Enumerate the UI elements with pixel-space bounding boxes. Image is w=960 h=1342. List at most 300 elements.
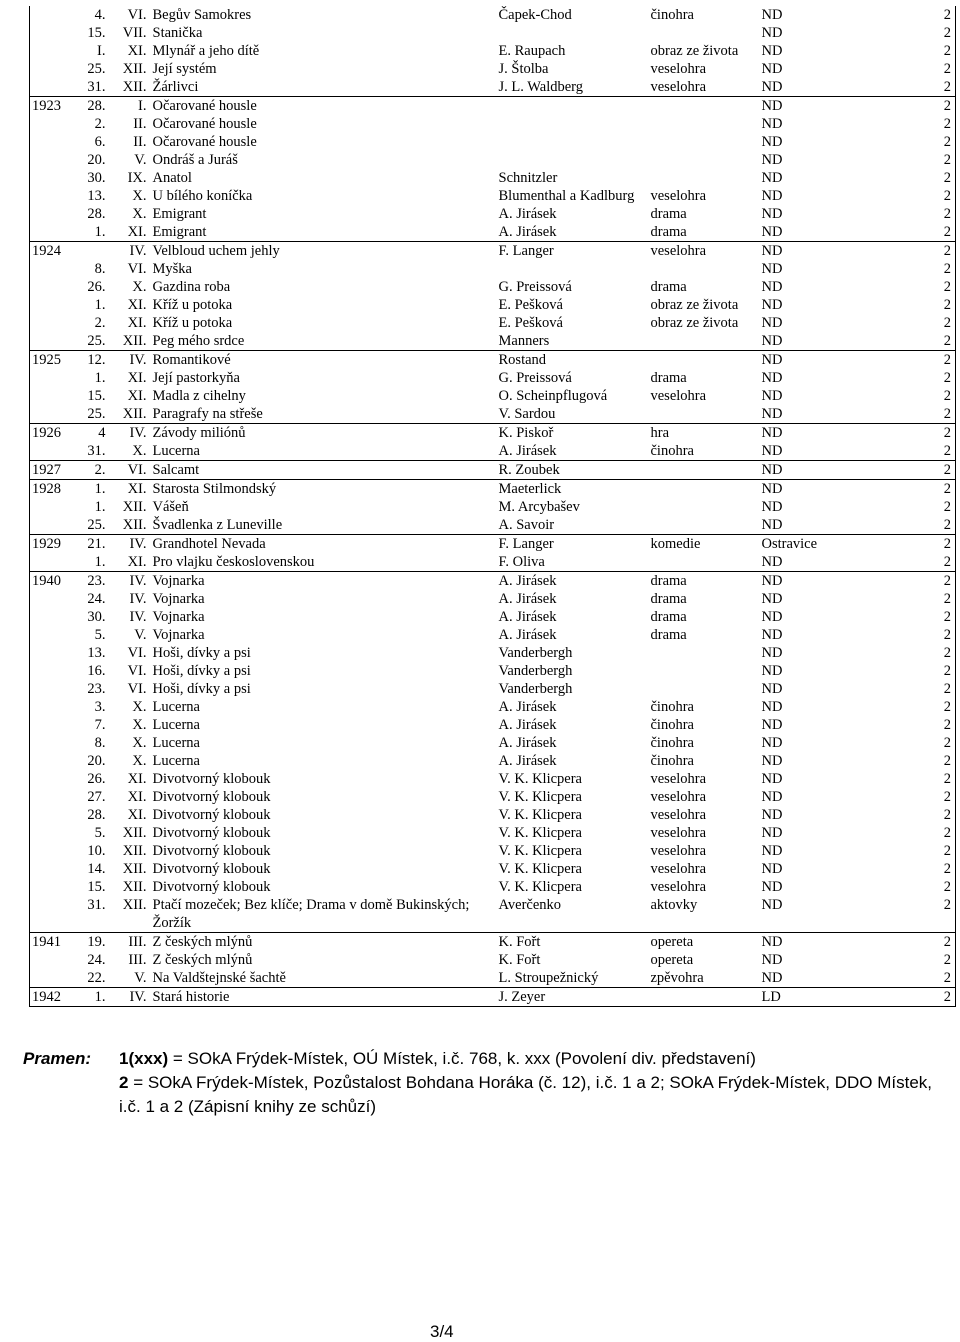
author-cell: Schnitzler	[498, 170, 558, 186]
title-cell: Peg mého srdce	[152, 333, 245, 349]
genre-cell: obraz ze života	[650, 297, 739, 313]
author-cell: G. Preissová	[498, 370, 572, 386]
year-cell	[30, 260, 70, 278]
table-row	[30, 951, 956, 969]
table-row	[30, 133, 956, 151]
author-cell: M. Arcybašev	[498, 499, 580, 515]
genre-cell: obraz ze života	[650, 315, 739, 331]
venue-cell: ND	[761, 699, 783, 715]
venue-cell: ND	[761, 825, 783, 841]
venue-cell: ND	[761, 61, 783, 77]
month-cell: XII.	[122, 825, 147, 841]
month-cell: XII.	[122, 406, 147, 422]
table-row	[30, 535, 956, 554]
day-cell: 4.	[94, 7, 106, 23]
month-cell: IV.	[110, 351, 153, 370]
author-cell: G. Preissová	[498, 279, 572, 295]
day-cell: 15.	[87, 879, 106, 895]
day-cell: 31.	[87, 897, 106, 913]
venue-cell: ND	[761, 315, 783, 331]
source-ref-cell: 2	[882, 516, 956, 535]
source-ref-cell: 2	[882, 369, 956, 387]
source-ref-cell: 2	[882, 860, 956, 878]
source-ref-cell: 2	[882, 278, 956, 296]
author-cell: J. Štolba	[498, 61, 549, 77]
genre-cell: komedie	[651, 535, 762, 554]
venue-cell: ND	[761, 897, 783, 913]
source-ref-cell: 2	[882, 535, 956, 554]
day-cell: 28.	[70, 97, 110, 116]
year-cell	[30, 842, 70, 860]
title-cell: Starosta Stilmondský	[153, 480, 499, 499]
venue-cell: ND	[761, 370, 783, 386]
genre-cell: opereta	[650, 952, 694, 968]
year-cell	[30, 788, 70, 806]
author-cell: J. L. Waldberg	[498, 79, 583, 95]
title-cell: Hoši, dívky a psi	[152, 663, 251, 679]
author-cell: V. Sardou	[498, 406, 556, 422]
year-cell	[30, 698, 70, 716]
day-cell: 15.	[87, 25, 106, 41]
day-cell: 24.	[87, 952, 106, 968]
source-ref-cell: 2	[882, 788, 956, 806]
day-cell: 25.	[87, 61, 106, 77]
title-cell: Salcamt	[153, 461, 499, 480]
author-cell: V. K. Klicpera	[498, 789, 582, 805]
day-cell: 31.	[87, 79, 106, 95]
genre-cell: činohra	[650, 443, 694, 459]
day-cell: 25.	[87, 406, 106, 422]
month-cell: XI.	[127, 807, 147, 823]
author-cell	[499, 97, 651, 116]
venue-cell: ND	[761, 43, 783, 59]
year-cell	[30, 734, 70, 752]
day-cell: 8.	[94, 261, 106, 277]
venue-cell: ND	[761, 627, 783, 643]
title-cell: Divotvorný klobouk	[152, 861, 271, 877]
table-row	[30, 223, 956, 242]
day-cell: 27.	[87, 789, 106, 805]
year-cell	[30, 824, 70, 842]
year-cell	[30, 806, 70, 824]
venue-cell: ND	[762, 933, 882, 952]
month-cell: XII.	[122, 61, 147, 77]
venue-cell: Ostravice	[762, 535, 882, 554]
year-cell: 1940	[30, 572, 70, 591]
title-cell: Divotvorný klobouk	[152, 771, 271, 787]
genre-cell	[651, 480, 762, 499]
month-cell: XII.	[122, 879, 147, 895]
day-cell: 30.	[87, 170, 106, 186]
year-cell	[30, 332, 70, 351]
source-ref-cell: 2	[882, 806, 956, 824]
venue-cell: ND	[761, 7, 783, 23]
month-cell: XI.	[127, 771, 147, 787]
table-row	[30, 6, 956, 24]
year-cell	[30, 78, 70, 97]
table-row	[30, 461, 956, 480]
genre-cell: drama	[650, 370, 687, 386]
venue-cell: ND	[761, 388, 783, 404]
genre-cell: veselohra	[651, 242, 762, 261]
title-cell: U bílého koníčka	[152, 188, 253, 204]
venue-cell: ND	[761, 297, 783, 313]
day-cell: 4	[70, 424, 110, 443]
title-cell: Lucerna	[152, 717, 200, 733]
title-cell: Očarované housle	[153, 97, 499, 116]
table-row	[30, 442, 956, 461]
genre-cell: veselohra	[650, 861, 707, 877]
day-cell: 1.	[94, 370, 106, 386]
day-cell: 5.	[94, 627, 106, 643]
day-cell: 21.	[70, 535, 110, 554]
venue-cell: ND	[761, 952, 783, 968]
day-cell: 10.	[87, 843, 106, 859]
month-cell: XII.	[122, 333, 147, 349]
day-cell: 20.	[87, 152, 106, 168]
month-cell: XI.	[127, 388, 147, 404]
venue-cell: ND	[761, 224, 783, 240]
day-cell: 25.	[87, 333, 106, 349]
source-ref-cell: 2	[882, 296, 956, 314]
table-row	[30, 187, 956, 205]
genre-cell: činohra	[650, 735, 694, 751]
month-cell: X.	[132, 735, 147, 751]
genre-cell	[651, 115, 762, 133]
title-cell: Vojnarka	[152, 609, 205, 625]
genre-cell	[651, 662, 762, 680]
year-cell	[30, 969, 70, 988]
month-cell: IV.	[110, 535, 153, 554]
source-ref-cell: 2	[882, 332, 956, 351]
author-cell: K. Fořt	[498, 952, 541, 968]
title-cell: Ondráš a Juráš	[152, 152, 238, 168]
venue-cell: ND	[761, 554, 783, 570]
genre-cell: veselohra	[650, 61, 707, 77]
author-cell: A. Savoir	[498, 517, 555, 533]
year-cell: 1925	[30, 351, 70, 370]
author-cell: Manners	[498, 333, 550, 349]
venue-cell: ND	[761, 134, 783, 150]
table-row	[30, 169, 956, 187]
source-ref-cell: 2	[882, 78, 956, 97]
source-ref-cell: 2	[882, 498, 956, 516]
author-cell: R. Zoubek	[499, 461, 651, 480]
author-cell: F. Langer	[499, 535, 651, 554]
year-cell: 1927	[30, 461, 70, 480]
author-cell: A. Jirásek	[498, 206, 557, 222]
venue-cell: ND	[761, 152, 783, 168]
source-ref-cell: 2	[882, 824, 956, 842]
table-row	[30, 842, 956, 860]
venue-cell: ND	[761, 771, 783, 787]
venue-cell: ND	[761, 879, 783, 895]
source-ref-cell: 2	[882, 644, 956, 662]
author-cell: Maeterlick	[499, 480, 651, 499]
table-row	[30, 553, 956, 572]
month-cell: VI.	[127, 645, 147, 661]
author-cell	[499, 24, 651, 42]
year-cell	[30, 314, 70, 332]
month-cell: VI.	[127, 7, 147, 23]
title-cell: Její systém	[152, 61, 217, 77]
author-cell: Vanderbergh	[498, 663, 573, 679]
table-row	[30, 716, 956, 734]
year-cell: 1941	[30, 933, 70, 952]
author-cell: V. K. Klicpera	[498, 807, 582, 823]
venue-cell: ND	[761, 517, 783, 533]
year-cell	[30, 223, 70, 242]
genre-cell	[651, 516, 762, 535]
title-cell: Vášeň	[152, 499, 189, 515]
table-row	[30, 42, 956, 60]
table-row	[30, 115, 956, 133]
day-cell: 20.	[87, 753, 106, 769]
author-cell: E. Pešková	[498, 297, 563, 313]
year-cell	[30, 133, 70, 151]
table-row	[30, 608, 956, 626]
day-cell: 22.	[87, 970, 106, 986]
day-cell: 1.	[94, 224, 106, 240]
year-cell	[30, 590, 70, 608]
year-cell	[30, 405, 70, 424]
author-cell: A. Jirásek	[498, 591, 557, 607]
venue-cell: ND	[761, 406, 783, 422]
month-cell: XII.	[122, 861, 147, 877]
day-cell: 26.	[87, 279, 106, 295]
venue-cell: ND	[761, 789, 783, 805]
month-cell: XI.	[127, 554, 147, 570]
day-cell: 2.	[70, 461, 110, 480]
source-ref-cell: 2	[882, 97, 956, 116]
author-cell: Vanderbergh	[498, 645, 573, 661]
month-cell: X.	[132, 206, 147, 222]
table-row	[30, 752, 956, 770]
genre-cell	[651, 133, 762, 151]
month-cell: XII.	[122, 499, 147, 515]
source-ref-cell: 2	[882, 115, 956, 133]
venue-cell: ND	[761, 843, 783, 859]
table-row	[30, 498, 956, 516]
source-ref-cell: 2	[882, 770, 956, 788]
venue-cell: ND	[761, 861, 783, 877]
genre-cell	[651, 151, 762, 169]
year-cell	[30, 187, 70, 205]
table-row	[30, 424, 956, 443]
source-ref-cell: 2	[882, 896, 956, 933]
day-cell: 1.	[94, 554, 106, 570]
year-cell	[30, 369, 70, 387]
title-cell: Divotvorný klobouk	[152, 825, 271, 841]
title-cell: Očarované housle	[152, 134, 257, 150]
month-cell: IV.	[129, 609, 147, 625]
month-cell: V.	[134, 152, 147, 168]
day-cell: 31.	[87, 443, 106, 459]
day-cell: 28.	[87, 807, 106, 823]
day-cell: 3.	[94, 699, 106, 715]
venue-cell: ND	[761, 735, 783, 751]
venue-cell: ND	[761, 681, 783, 697]
venue-cell: ND	[762, 351, 882, 370]
table-row	[30, 896, 956, 933]
source-ref-cell: 2	[882, 60, 956, 78]
table-row	[30, 572, 956, 591]
day-cell: 26.	[87, 771, 106, 787]
source-ref-cell: 2	[882, 223, 956, 242]
genre-cell: veselohra	[650, 825, 707, 841]
day-cell: 1.	[70, 480, 110, 499]
venue-cell: ND	[761, 645, 783, 661]
source-ref-cell: 2	[882, 572, 956, 591]
month-cell: V.	[134, 627, 147, 643]
source-ref-cell: 2	[882, 734, 956, 752]
genre-cell	[651, 332, 762, 351]
venue-cell: ND	[762, 461, 882, 480]
table-row	[30, 644, 956, 662]
title-cell: Hoši, dívky a psi	[152, 645, 251, 661]
source-ref-cell: 2	[882, 151, 956, 169]
month-cell: X.	[132, 443, 147, 459]
title-cell: Emigrant	[152, 224, 207, 240]
table-row	[30, 590, 956, 608]
venue-cell: ND	[761, 79, 783, 95]
day-cell: 5.	[94, 825, 106, 841]
year-cell	[30, 716, 70, 734]
author-cell: L. Stroupežnický	[498, 970, 599, 986]
genre-cell	[651, 24, 762, 42]
table-row	[30, 260, 956, 278]
genre-cell	[651, 644, 762, 662]
source-ref-cell: 2	[882, 314, 956, 332]
title-cell: Na Valdštejnské šachtě	[152, 970, 286, 986]
genre-cell	[651, 498, 762, 516]
venue-cell: ND	[761, 717, 783, 733]
title-cell: Divotvorný klobouk	[152, 843, 271, 859]
venue-cell: ND	[761, 279, 783, 295]
source-note	[23, 1047, 943, 1119]
genre-cell	[651, 680, 762, 698]
author-cell: Averčenko	[498, 897, 562, 913]
title-cell: Švadlenka z Luneville	[152, 517, 283, 533]
author-cell: V. K. Klicpera	[498, 825, 582, 841]
table-row	[30, 516, 956, 535]
table-row	[30, 242, 956, 261]
month-cell: XII.	[122, 843, 147, 859]
author-cell: E. Pešková	[498, 315, 563, 331]
year-cell: 1923	[30, 97, 70, 116]
month-cell: VI.	[127, 261, 147, 277]
day-cell: 1.	[94, 297, 106, 313]
table-row	[30, 314, 956, 332]
source-ref-cell: 2	[882, 169, 956, 187]
table-row	[30, 205, 956, 223]
author-cell: F. Langer	[499, 242, 651, 261]
venue-cell: ND	[762, 97, 882, 116]
venue-cell: ND	[761, 591, 783, 607]
day-cell: 8.	[94, 735, 106, 751]
author-cell: Čapek-Chod	[498, 7, 572, 23]
day-cell: 2.	[94, 116, 106, 132]
page-number: 3/4	[430, 1322, 454, 1341]
source-ref-cell: 2	[882, 716, 956, 734]
source-ref-cell: 2	[882, 351, 956, 370]
title-cell: Paragrafy na střeše	[152, 406, 263, 422]
source-ref-cell: 2	[882, 969, 956, 988]
title-cell: Anatol	[152, 170, 192, 186]
genre-cell: drama	[651, 572, 762, 591]
table-row	[30, 626, 956, 644]
venue-cell: ND	[762, 572, 882, 591]
genre-cell: veselohra	[650, 388, 707, 404]
author-cell: A. Jirásek	[498, 753, 557, 769]
author-cell	[499, 133, 651, 151]
year-cell	[30, 169, 70, 187]
table-row	[30, 369, 956, 387]
day-cell: 7.	[94, 717, 106, 733]
author-cell: V. K. Klicpera	[498, 771, 582, 787]
genre-cell: aktovky	[650, 897, 698, 913]
venue-cell: ND	[761, 170, 783, 186]
title-cell: Vojnarka	[152, 591, 205, 607]
genre-cell: drama	[650, 279, 687, 295]
day-cell: I.	[97, 43, 106, 59]
year-cell	[30, 553, 70, 572]
month-cell: XI.	[127, 315, 147, 331]
day-cell: 6.	[94, 134, 106, 150]
title-cell: Grandhotel Nevada	[153, 535, 499, 554]
year-cell	[30, 896, 70, 933]
source-label: Pramen:	[23, 1049, 92, 1068]
day-cell: 23.	[87, 681, 106, 697]
table-row	[30, 480, 956, 499]
source-ref-cell: 2	[882, 480, 956, 499]
title-cell: Divotvorný klobouk	[152, 879, 271, 895]
title-cell: Hoši, dívky a psi	[152, 681, 251, 697]
author-cell: Rostand	[499, 351, 651, 370]
source-ref-cell: 2	[882, 205, 956, 223]
month-cell: X.	[132, 717, 147, 733]
source-ref-cell: 2	[882, 187, 956, 205]
genre-cell	[651, 351, 762, 370]
genre-cell: zpěvohra	[650, 970, 704, 986]
venue-cell: ND	[762, 480, 882, 499]
venue-cell: ND	[761, 970, 783, 986]
table-row	[30, 770, 956, 788]
year-cell	[30, 878, 70, 896]
table-row	[30, 860, 956, 878]
author-cell: E. Raupach	[498, 43, 566, 59]
month-cell: IV.	[110, 424, 153, 443]
year-cell	[30, 662, 70, 680]
author-cell: K. Fořt	[499, 933, 651, 952]
source-ref-cell: 2	[882, 590, 956, 608]
month-cell: II.	[133, 134, 147, 150]
month-cell: X.	[132, 699, 147, 715]
month-cell: VI.	[110, 461, 153, 480]
title-cell: Stará historie	[153, 988, 499, 1007]
title-cell: Velbloud uchem jehly	[153, 242, 499, 261]
day-cell: 16.	[87, 663, 106, 679]
year-cell: 1928	[30, 480, 70, 499]
venue-cell: ND	[761, 116, 783, 132]
author-cell: Vanderbergh	[498, 681, 573, 697]
author-cell: A. Jirásek	[498, 443, 557, 459]
month-cell: XI.	[127, 370, 147, 386]
genre-cell: drama	[650, 206, 687, 222]
genre-cell: veselohra	[650, 79, 707, 95]
year-cell	[30, 205, 70, 223]
year-cell	[30, 626, 70, 644]
